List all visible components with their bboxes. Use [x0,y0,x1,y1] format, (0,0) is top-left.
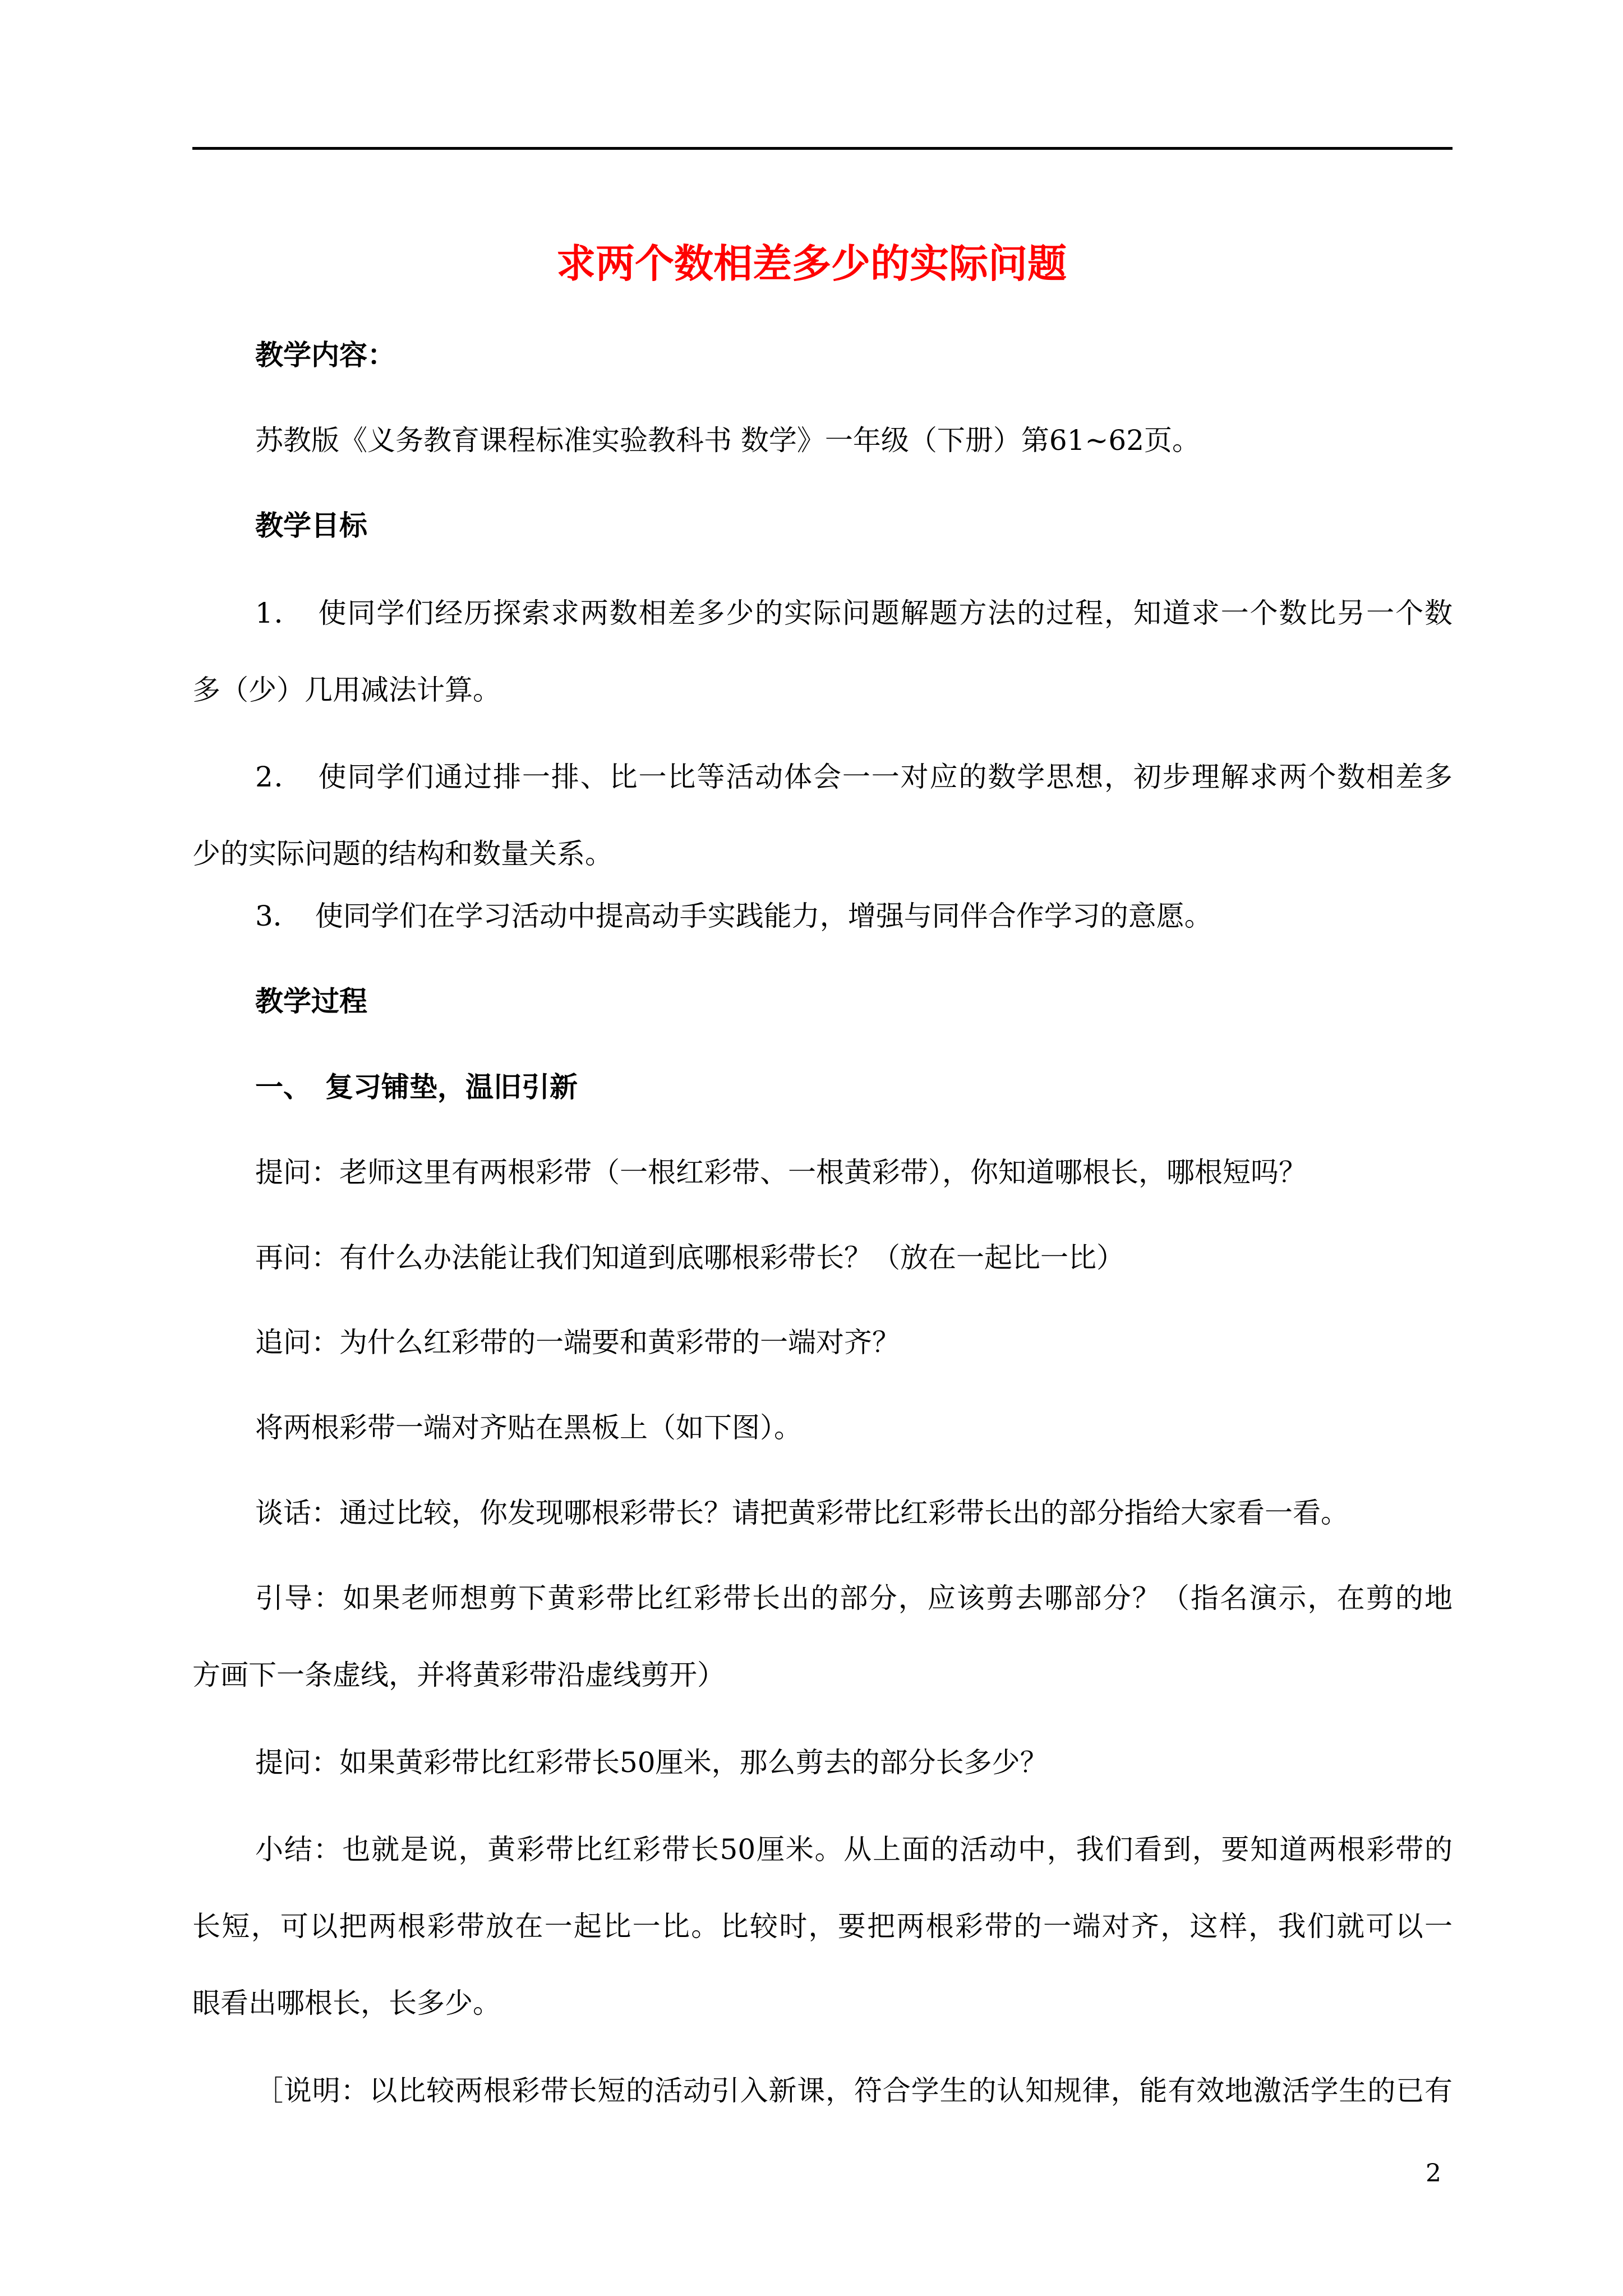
paragraph-line: 3． 使同学们在学习活动中提高动手实践能力，增强与同伴合作学习的意愿。 [255,900,1212,932]
subsection-heading: 一、 复习铺垫，温旧引新 [255,1070,578,1103]
paragraph-line: 谈话：通过比较，你发现哪根彩带长？请把黄彩带比红彩带长出的部分指给大家看一看。 [255,1497,1349,1529]
paragraph-line: 引导：如果老师想剪下黄彩带比红彩带长出的部分，应该剪去哪部分？（指名演示，在剪的地 [255,1582,1453,1614]
paragraph-line: 提问：老师这里有两根彩带（一根红彩带、一根黄彩带），你知道哪根长，哪根短吗？ [255,1156,1307,1189]
paragraph-line: 方画下一条虚线，并将黄彩带沿虚线剪开） [192,1659,725,1691]
paragraph-line: 追问：为什么红彩带的一端要和黄彩带的一端对齐？ [255,1326,900,1359]
paragraph-line: 提问：如果黄彩带比红彩带长50厘米，那么剪去的部分长多少？ [255,1746,1048,1779]
paragraph-line: 少的实际问题的结构和数量关系。 [192,838,613,870]
page-number: 2 [1426,2159,1441,2188]
paragraph-line: 多（少）几用减法计算。 [192,674,501,706]
paragraph-line: 眼看出哪根长，长多少。 [192,1987,501,2019]
paragraph-line: 2． 使同学们通过排一排、比一比等活动体会一一对应的数学思想，初步理解求两个数相差多 [255,761,1453,793]
paragraph-line: 小结：也就是说，黄彩带比红彩带长50厘米。从上面的活动中，我们看到，要知道两根彩带的 [255,1833,1453,1866]
paragraph-line: 将两根彩带一端对齐贴在黑板上（如下图）。 [255,1411,802,1444]
section-heading-process: 教学过程 [255,984,367,1018]
paragraph-line: ［说明：以比较两根彩带长短的活动引入新课，符合学生的认知规律，能有效地激活学生的已有 [255,2074,1453,2107]
header-rule [192,147,1453,150]
paragraph-line: 1． 使同学们经历探索求两数相差多少的实际问题解题方法的过程，知道求一个数比另一个数 [255,597,1453,629]
paragraph-line: 长短，可以把两根彩带放在一起比一比。比较时，要把两根彩带的一端对齐，这样，我们就可以一 [192,1910,1453,1943]
section-heading-goals: 教学目标 [255,509,367,542]
paragraph-line: 再问：有什么办法能让我们知道到底哪根彩带长？（放在一起比一比） [255,1241,1124,1274]
section-heading-content: 教学内容： [255,338,395,371]
document-title: 求两个数相差多少的实际问题 [556,240,1067,287]
paragraph-line: 苏教版《义务教育课程标准实验教科书 数学》一年级（下册）第61~62页。 [255,424,1201,457]
